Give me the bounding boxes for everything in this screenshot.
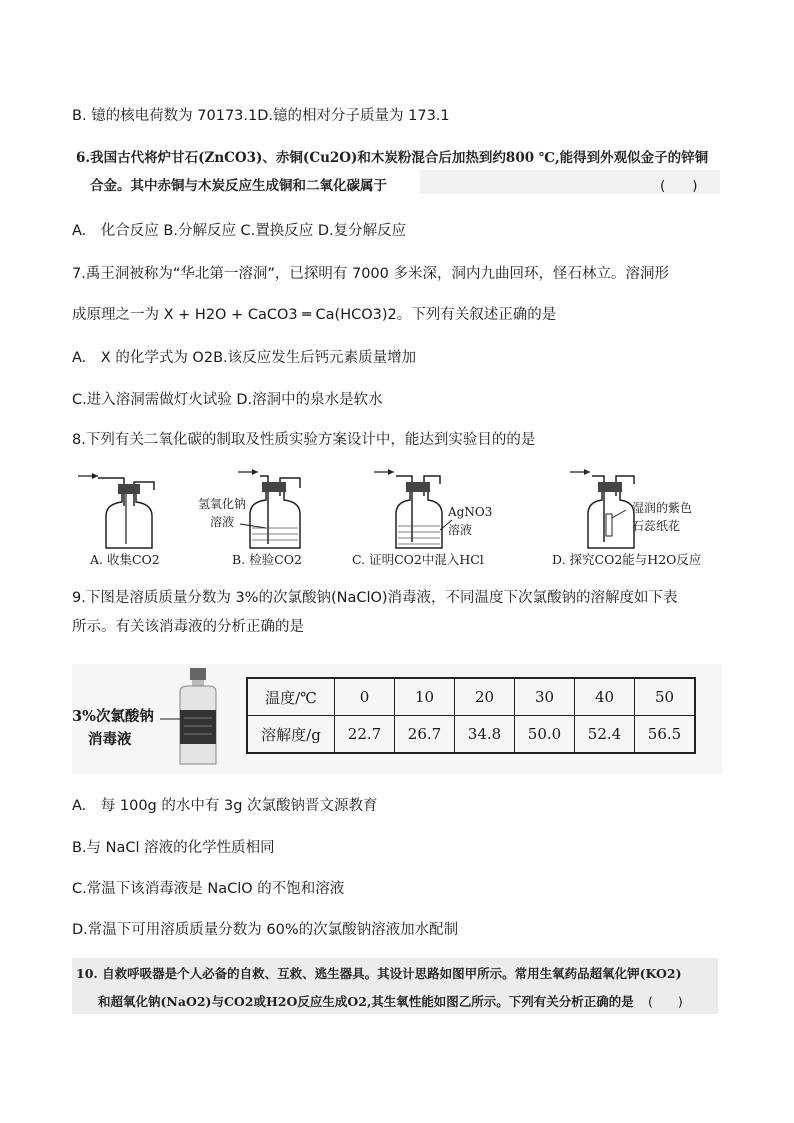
q9-option-d: D.常温下可用溶质质量分数为 60%的次氯酸钠溶液加水配制	[72, 922, 459, 938]
table-row-solubility	[247, 716, 695, 754]
label-c1: AgNO3	[448, 505, 493, 519]
label-d1: 湿润的紫色	[632, 501, 693, 515]
table-cell: 34.8	[455, 716, 515, 754]
q9-option-b: B.与 NaCl 溶液的化学性质相同	[72, 840, 275, 856]
apparatus-b	[196, 466, 376, 568]
label-b2: 溶液	[210, 515, 235, 529]
table-cell: 10	[395, 678, 455, 716]
label-b1: 氢氧化钠	[198, 497, 247, 511]
apparatus-d	[548, 466, 728, 568]
label-d2: 石蕊纸花	[632, 519, 681, 533]
table-cell: 30	[515, 678, 575, 716]
table-cell: 0	[335, 678, 395, 716]
apparatus-c	[352, 466, 532, 568]
table-cell: 56.5	[635, 716, 696, 754]
q9-stem-line1: 9.下图是溶质质量分数为 3%的次氯酸钠(NaClO)消毒液，不同温度下次氯酸钠的溶解度如下表	[72, 590, 678, 606]
q5-options-cd: B. 镱的核电荷数为 70173.1D.镱的相对分子质量为 173.1	[72, 108, 450, 124]
table-row-temperature	[247, 678, 695, 716]
solubility-table	[246, 677, 696, 754]
table-cell: 52.4	[575, 716, 635, 754]
q10-stem-line2: 和超氧化钠(NaO2)与CO2或H2O反应生成O2,其生氧性能如图乙所示。下列有关分析正确的是	[98, 994, 634, 1009]
table-cell: 22.7	[335, 716, 395, 754]
table-cell: 20	[455, 678, 515, 716]
q7-stem-line1: 7.禹王洞被称为“华北第一溶洞”，已探明有 7000 多米深，洞内九曲回环，怪石林立。溶洞形	[72, 266, 669, 282]
bottle-label-line2: 消毒液	[88, 731, 132, 748]
q9-stem-line2: 所示。有关该消毒液的分析正确的是	[72, 619, 304, 635]
q6-options: A. 化合反应 B.分解反应 C.置换反应 D.复分解反应	[72, 223, 407, 239]
bottle-label-line1: 3%次氯酸钠	[72, 708, 154, 725]
leader-line-icon	[160, 714, 182, 724]
q9-option-c: C.常温下该消毒液是 NaClO 的不饱和溶液	[72, 881, 345, 897]
q10-stem-line1: 10. 自救呼吸器是个人必备的自救、互救、逃生器具。其设计思路如图甲所示。常用生氧药品超氧化钾(KO2)	[76, 966, 682, 981]
q7-options-ab: A. X 的化学式为 O2B.该反应发生后钙元素质量增加	[72, 350, 417, 366]
table-header-solubility: 溶解度/g	[247, 716, 335, 754]
q10-answer-paren: ( )	[648, 994, 683, 1009]
q6-stem-line2: 合金。其中赤铜与木炭反应生成铜和二氧化碳属于	[90, 178, 387, 194]
caption-c: C. 证明CO2中混入HCl	[352, 552, 484, 567]
q6-stem-line1: 6.我国古代将炉甘石(ZnCO3)、赤铜(Cu2O)和木炭粉混合后加热到约800 ℃,能得到外观似金子的锌铜	[76, 150, 709, 166]
table-cell: 40	[575, 678, 635, 716]
q8-stem: 8.下列有关二氧化碳的制取及性质实验方案设计中，能达到实验目的的是	[72, 432, 536, 448]
q6-answer-paren: ( )	[660, 178, 698, 194]
table-header-temperature: 温度/℃	[247, 678, 335, 716]
table-cell: 50	[635, 678, 696, 716]
table-cell: 26.7	[395, 716, 455, 754]
gas-bottle-c-icon	[352, 466, 532, 550]
table-cell: 50.0	[515, 716, 575, 754]
q7-options-cd: C.进入溶洞需做灯火试验 D.溶洞中的泉水是软水	[72, 392, 383, 408]
q9-option-a: A. 每 100g 的水中有 3g 次氯酸钠晋文源教育	[72, 798, 378, 814]
caption-a: A. 收集CO2	[90, 552, 160, 567]
caption-d: D. 探究CO2能与H2O反应	[552, 552, 702, 567]
q7-stem-line2: 成原理之一为 X + H2O + CaCO3 ═ Ca(HCO3)2。下列有关叙述正确的是	[72, 307, 557, 323]
label-c2: 溶液	[448, 523, 473, 537]
caption-b: B. 检验CO2	[232, 552, 302, 567]
